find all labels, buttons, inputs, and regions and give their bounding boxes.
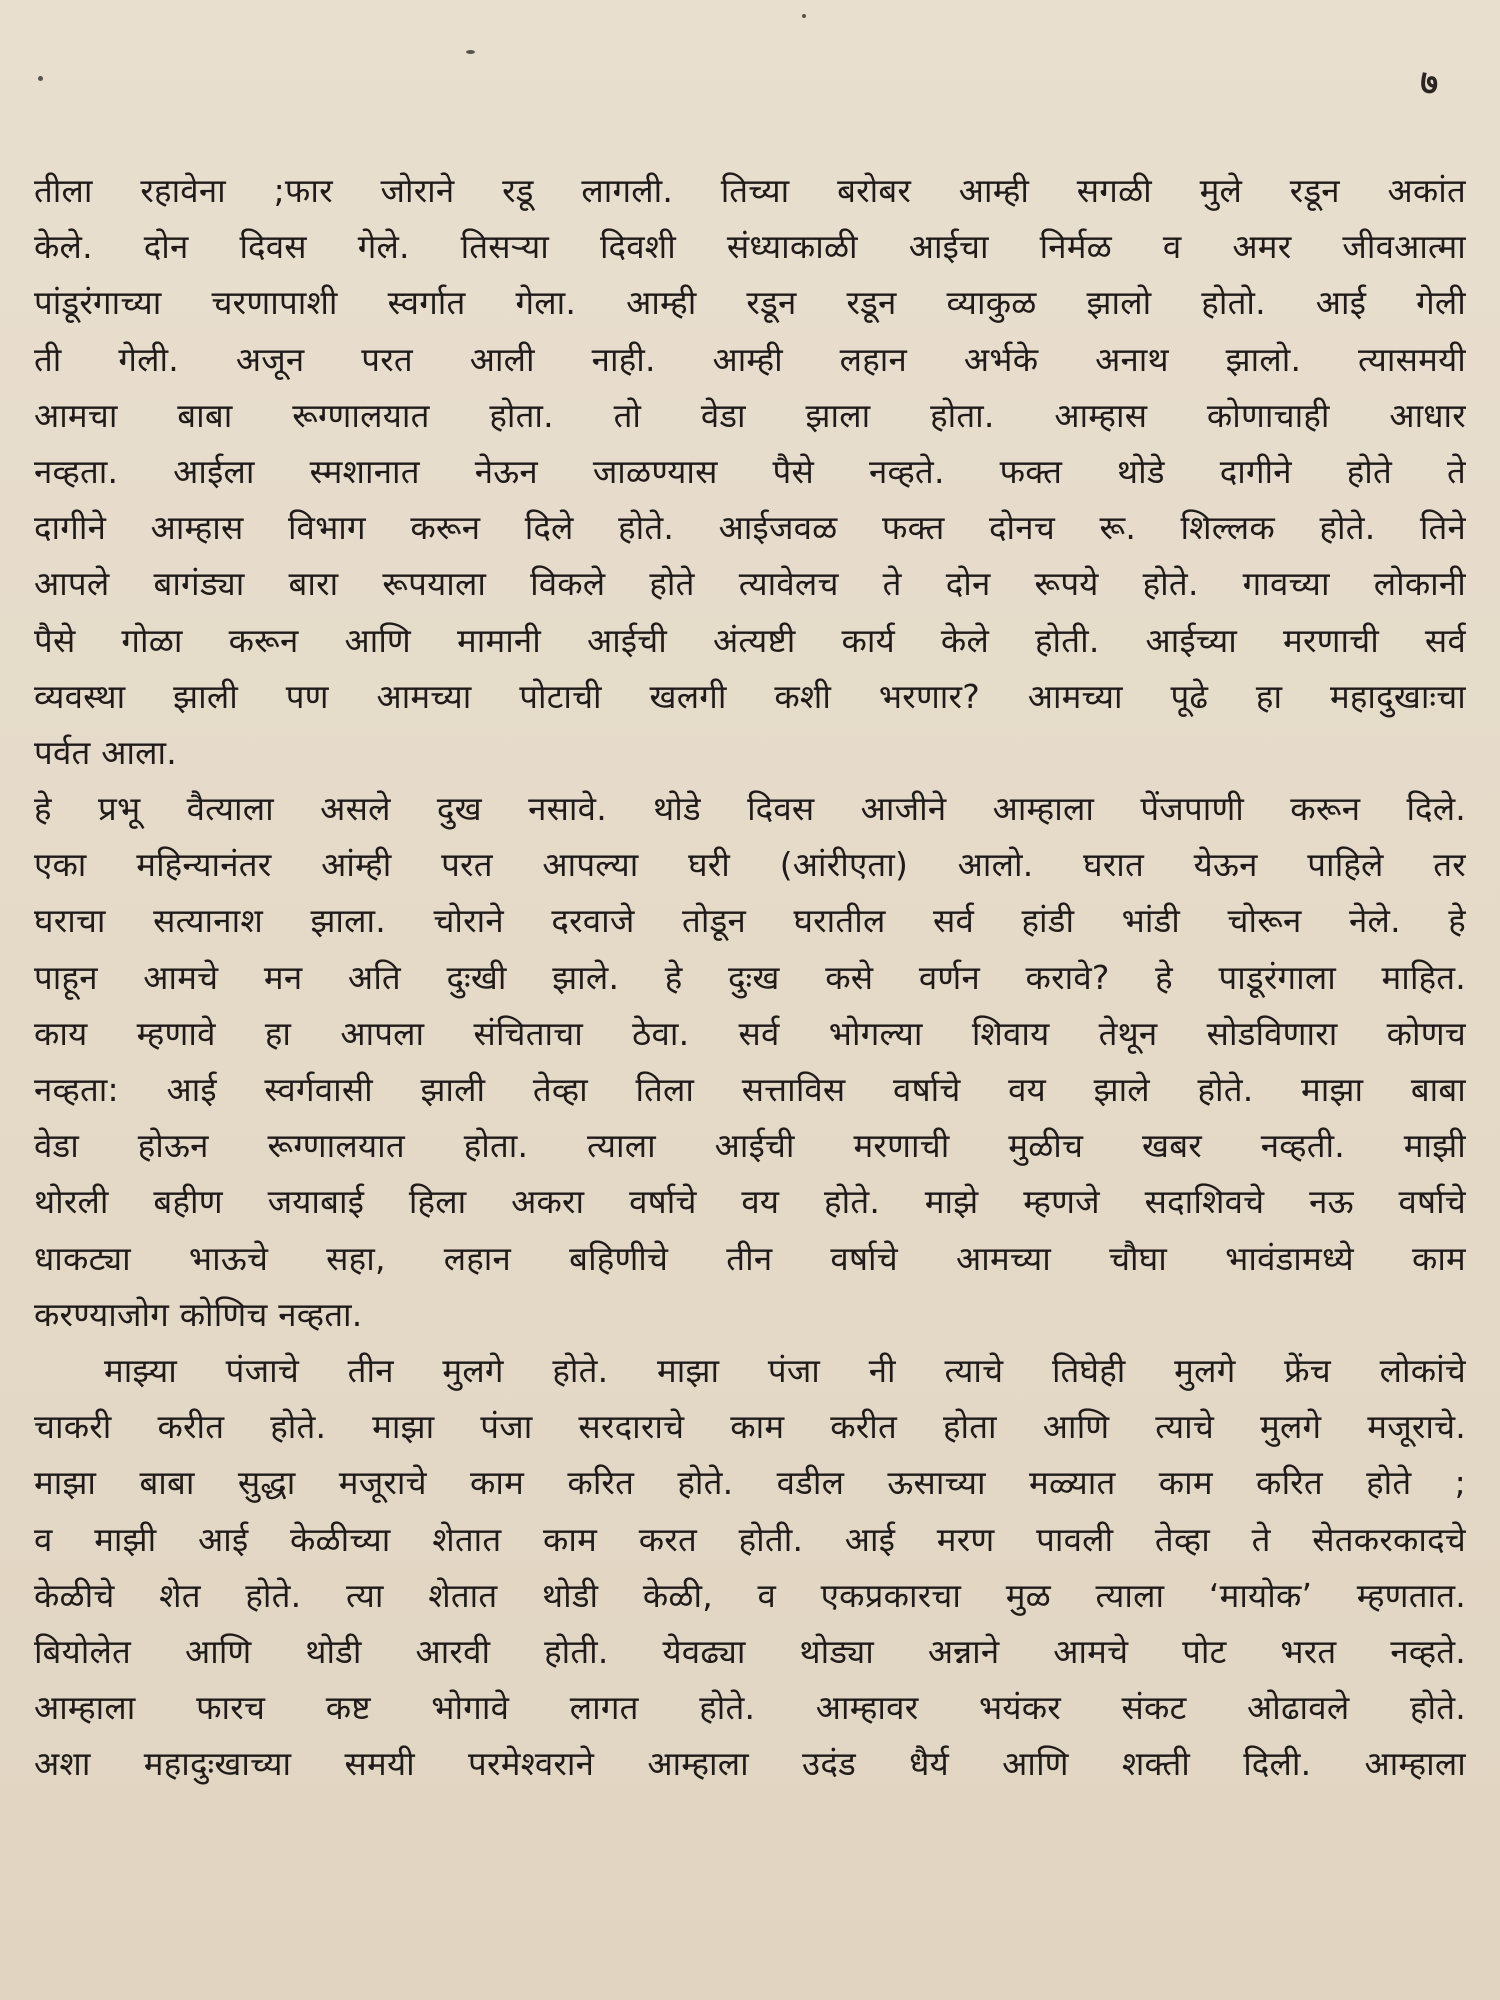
text-line: आमचा बाबा रूग्णालयात होता. तो वेडा झाला होता. आम्हास कोणाचाही आधार <box>34 395 1466 435</box>
text-line: आपले बागंड्या बारा रूपयाला विकले होते त्यावेलच ते दोन रूपये होते. गावच्या लोकानी <box>34 564 1466 604</box>
text-line: वेडा होऊन रूग्णालयात होता. त्याला आईची मरणाची मुळीच खबर नव्हती. माझी <box>34 1126 1466 1166</box>
text-line: केळीचे शेत होते. त्या शेतात थोडी केळी, व एकप्रकारचा मुळ त्याला ‘मायोक’ म्हणतात. <box>34 1575 1466 1615</box>
text-line: केले. दोन दिवस गेले. तिसऱ्या दिवशी संध्याकाळी आईचा निर्मळ व अमर जीवआत्मा <box>34 227 1466 267</box>
text-line: ती गेली. अजून परत आली नाही. आम्ही लहान अर्भके अनाथ झालो. त्यासमयी <box>34 339 1466 379</box>
text-line: व्यवस्था झाली पण आमच्या पोटाची खलगी कशी भरणार? आमच्या पूढे हा महादुखाःचा <box>34 676 1466 716</box>
text-line: पांडूरंगाच्या चरणापाशी स्वर्गात गेला. आम्ही रडून रडून व्याकुळ झालो होतो. आई गेली <box>34 283 1466 323</box>
text-line: पर्वत आला. <box>34 732 177 772</box>
text-line: बियोलेत आणि थोडी आरवी होती. येवढ्या थोड्या अन्नाने आमचे पोट भरत नव्हते. <box>34 1631 1466 1671</box>
text-line: नव्हता: आई स्वर्गवासी झाली तेव्हा तिला सत्ताविस वर्षाचे वय झाले होते. माझा बाबा <box>34 1070 1466 1109</box>
text-line: करण्याजोग कोणिच नव्हता. <box>34 1294 363 1334</box>
text-line: अशा महादुःखाच्या समयी परमेश्वराने आम्हाला उदंड धैर्य आणि शक्ती दिली. आम्हाला <box>34 1744 1466 1784</box>
ink-speck <box>802 14 806 18</box>
text-line: काय म्हणावे हा आपला संचिताचा ठेवा. सर्व भोगल्या शिवाय तेथून सोडविणारा कोणच <box>34 1013 1466 1053</box>
text-line: व माझी आई केळीच्या शेतात काम करत होती. आई मरण पावली तेव्हा ते सेतकरकादचे <box>34 1519 1466 1559</box>
text-line: माझा बाबा सुद्धा मजूराचे काम करित होते. वडील ऊसाच्या मळ्यात काम करित होते ; <box>34 1463 1466 1503</box>
text-line: आम्हाला फारच कष्ट भोगावे लागत होते. आम्हावर भयंकर संकट ओढावले होते. <box>34 1688 1466 1728</box>
text-line: एका महिन्यानंतर आंम्ही परत आपल्या घरी (आंरीएता) आलो. घरात येऊन पाहिले तर <box>34 845 1466 885</box>
page-number: ७ <box>1420 63 1438 103</box>
text-line: धाकट्या भाऊचे सहा, लहान बहिणीचे तीन वर्षाचे आमच्या चौघा भावंडामध्ये काम <box>34 1238 1466 1278</box>
ink-speck <box>466 50 475 54</box>
text-line: तीला रहावेना ;फार जोराने रडू लागली. तिच्या बरोबर आम्ही सगळी मुले रडून अकांत <box>34 171 1466 210</box>
text-line: नव्हता. आईला स्मशानात नेऊन जाळण्यास पैसे नव्हते. फक्त थोडे दागीने होते ते <box>34 451 1466 491</box>
text-line: थोरली बहीण जयाबाई हिला अकरा वर्षाचे वय होते. माझे म्हणजे सदाशिवचे नऊ वर्षाचे <box>34 1182 1466 1222</box>
text-line: पैसे गोळा करून आणि मामानी आईची अंत्यष्टी कार्य केले होती. आईच्या मरणाची सर्व <box>34 620 1466 660</box>
text-line: पाहून आमचे मन अति दुःखी झाले. हे दुःख कसे वर्णन करावे? हे पाडूरंगाला माहित. <box>34 957 1466 997</box>
text-line: हे प्रभू वैत्याला असले दुख नसावे. थोडे दिवस आजीने आम्हाला पेंजपाणी करून दिले. <box>34 789 1466 829</box>
ink-speck <box>38 76 43 81</box>
text-line: दागीने आम्हास विभाग करून दिले होते. आईजवळ फक्त दोनच रू. शिल्लक होते. तिने <box>34 508 1466 548</box>
text-line: चाकरी करीत होते. माझा पंजा सरदाराचे काम करीत होता आणि त्याचे मुलगे मजूराचे. <box>34 1407 1466 1447</box>
text-line: घराचा सत्यानाश झाला. चोराने दरवाजे तोडून घरातील सर्व हांडी भांडी चोरून नेले. हे <box>34 901 1466 941</box>
text-line: माझ्या पंजाचे तीन मुलगे होते. माझा पंजा नी त्याचे तिघेही मुलगे फ्रेंच लोकांचे <box>104 1350 1466 1390</box>
body-text <box>34 163 1466 1792</box>
